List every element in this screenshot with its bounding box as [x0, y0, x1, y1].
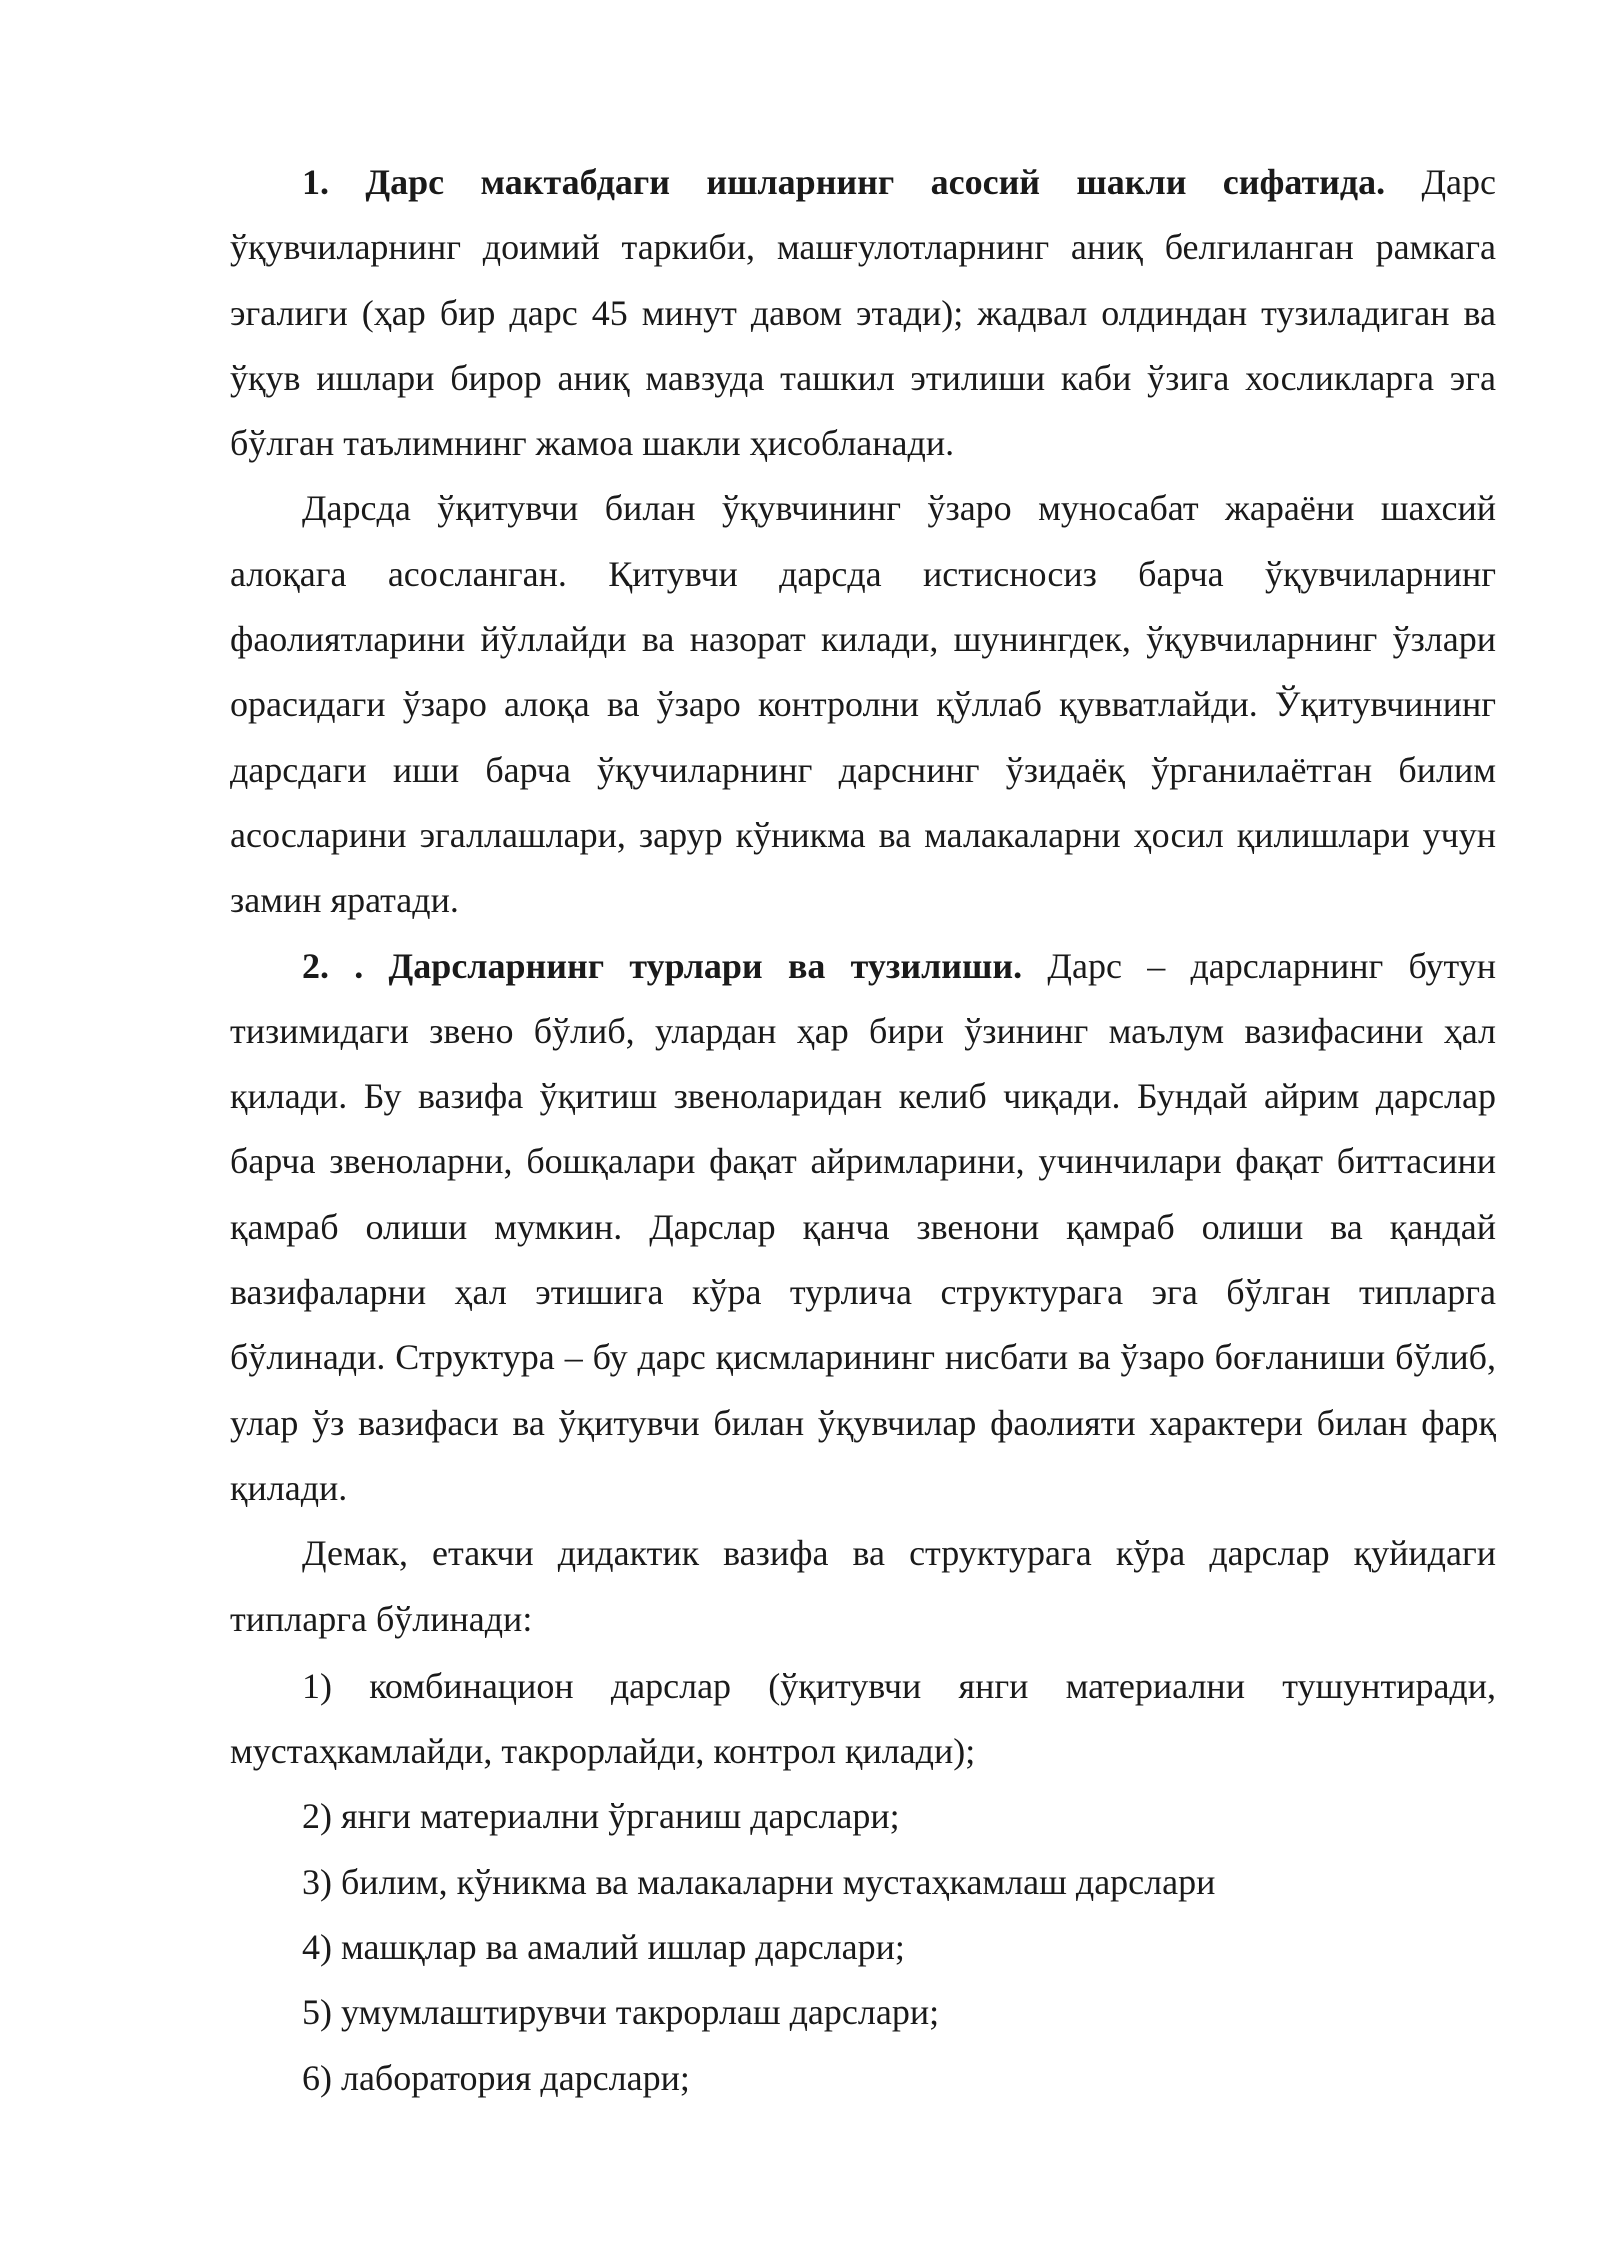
list-item: 4) машқлар ва амалий ишлар дарслари; [302, 1927, 905, 1968]
list-item: 2) янги материални ўрганиш дарслари; [302, 1796, 900, 1837]
section-1-text: Дарс ўқувчиларнинг доимий таркиби, машғулотларнинг аниқ белгиланган рамкага эгалиги (ҳар бир дарс 45 минут давом этади); жадвал олдиндан тузиладиган ва ўқув ишлари бирор аниқ мавзуда ташкил этилиши каби ўзига хосликларга эга бўлган таълимнинг жамоа шакли ҳисобланади. [230, 162, 1496, 464]
document-page [230, 150, 1496, 2111]
lesson-types-list [230, 1654, 1496, 2111]
list-item: 5) умумлаштирувчи такрорлаш дарслари; [302, 1992, 940, 2033]
paragraph-4: Демак, етакчи дидактик вазифа ва структурага кўра дарслар қуйидаги типларга бўлинади: [230, 1533, 1496, 1639]
list-item: 6) лаборатория дарслари; [302, 2057, 690, 2098]
section-2-text: Дарс – дарсларнинг бутун тизимидаги звено бўлиб, улардан ҳар бири ўзининг маълум вазифасини ҳал қилади. Бу вазифа ўқитиш звеноларидан келиб чиқади. Бундай айрим дарслар барча звеноларни, бошқалари фақат айримларини, учинчилари фақат биттасини қамраб олиши мумкин. Дарслар қанча звенони қамраб олиши ва қандай вазифаларни ҳал этишига кўра турлича структурага эга бўлган типларга бўлинади. Структура – бу дарс қисмларининг нисбати ва ўзаро боғланиши бўлиб, улар ўз вазифаси ва ўқитувчи билан ўқувчилар фаолияти характери билан фарқ қилади. [230, 945, 1497, 1508]
paragraph-2: Дарсда ўқитувчи билан ўқувчининг ўзаро муносабат жараёни шахсий алоқага асосланган. Қитувчи дарсда истисносиз барча ўқувчиларнинг фаолиятларини йўллайди ва назорат килади, шунингдек, ўқувчиларнинг ўзлари орасидаги ўзаро алоқа ва ўзаро контролни қўллаб қувватлайди. Ўқитувчининг дарсдаги иши барча ўқучиларнинг дарснинг ўзидаёқ ўрганилаётган билим асосларини эгаллашлари, зарур кўникма ва малакаларни ҳосил қилишлари учун замин яратади. [230, 488, 1496, 921]
section-2-paragraph [230, 934, 1496, 1522]
list-item: 1) комбинацион дарслар (ўқитувчи янги материални тушунтиради, мустаҳкамлайди, такрорлайди, контрол қилади); [230, 1665, 1496, 1772]
list-item: 3) билим, кўникма ва малакаларни мустаҳкамлаш дарслари [302, 1861, 1216, 1902]
section-1-paragraph [230, 150, 1496, 476]
section-1-heading: 1. Дарс мактабдаги ишларнинг асосий шакли сифатида. [302, 162, 1386, 202]
section-2-heading: 2. . Дарсларнинг турлари ва тузилиши. [302, 945, 1023, 986]
